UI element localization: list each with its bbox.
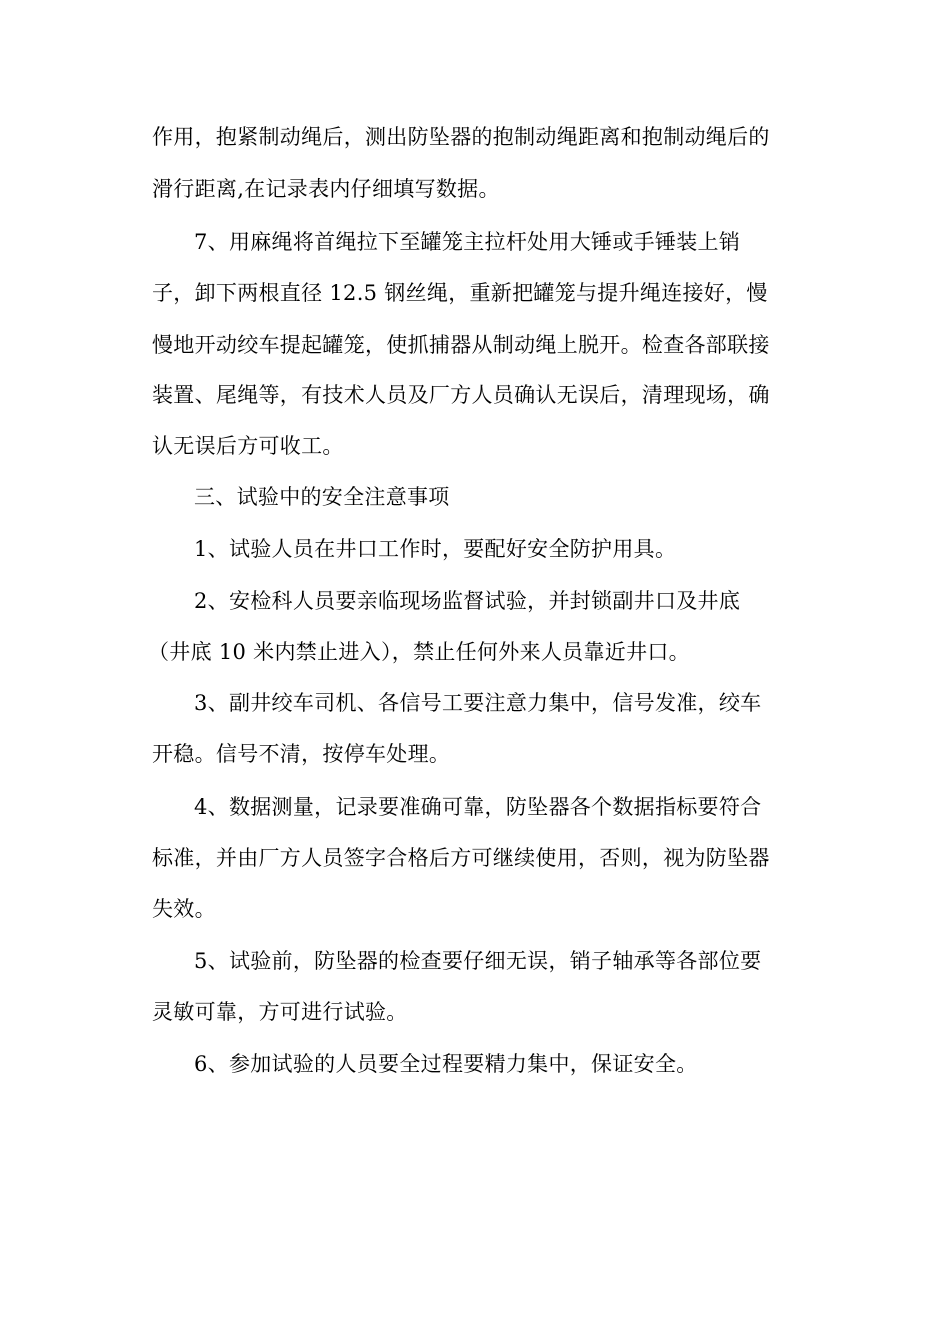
paragraph-line: 1、试验人员在井口工作时，要配好安全防护用具。 xyxy=(194,537,677,561)
paragraph-line: 6、参加试验的人员要全过程要精力集中，保证安全。 xyxy=(194,1052,698,1076)
paragraph-line: 3、副井绞车司机、各信号工要注意力集中，信号发准，绞车 xyxy=(194,691,762,715)
paragraph-line: 慢地开动绞车提起罐笼，使抓捕器从制动绳上脱开。检查各部联接 xyxy=(152,333,770,357)
paragraph-line: 7、用麻绳将首绳拉下至罐笼主拉杆处用大锤或手锤装上销 xyxy=(194,230,741,254)
paragraph-line: 认无误后方可收工。 xyxy=(152,434,344,458)
paragraph-line: 子，卸下两根直径 12.5 钢丝绳，重新把罐笼与提升绳连接好，慢 xyxy=(152,281,768,305)
paragraph-line: 开稳。信号不清，按停车处理。 xyxy=(152,742,451,766)
paragraph-line: 装置、尾绳等，有技术人员及厂方人员确认无误后，清理现场，确 xyxy=(152,383,770,407)
paragraph-line: 2、安检科人员要亲临现场监督试验，并封锁副井口及井底 xyxy=(194,589,741,613)
paragraph-line: 5、试验前，防坠器的检查要仔细无误，销子轴承等各部位要 xyxy=(194,949,762,973)
paragraph-line: 失效。 xyxy=(152,897,216,921)
paragraph-line: 标准，并由厂方人员签字合格后方可继续使用，否则，视为防坠器 xyxy=(152,846,770,870)
paragraph-line: 4、数据测量，记录要准确可靠，防坠器各个数据指标要符合 xyxy=(194,795,762,819)
paragraph-line: 作用，抱紧制动绳后，测出防坠器的抱制动绳距离和抱制动绳后的 xyxy=(152,125,770,149)
paragraph-line: 灵敏可靠，方可进行试验。 xyxy=(152,1000,408,1024)
paragraph-line: 滑行距离,在记录表内仔细填写数据。 xyxy=(152,177,500,201)
section-heading: 三、试验中的安全注意事项 xyxy=(194,485,450,509)
paragraph-line: （井底 10 米内禁止进入），禁止任何外来人员靠近井口。 xyxy=(148,640,690,664)
